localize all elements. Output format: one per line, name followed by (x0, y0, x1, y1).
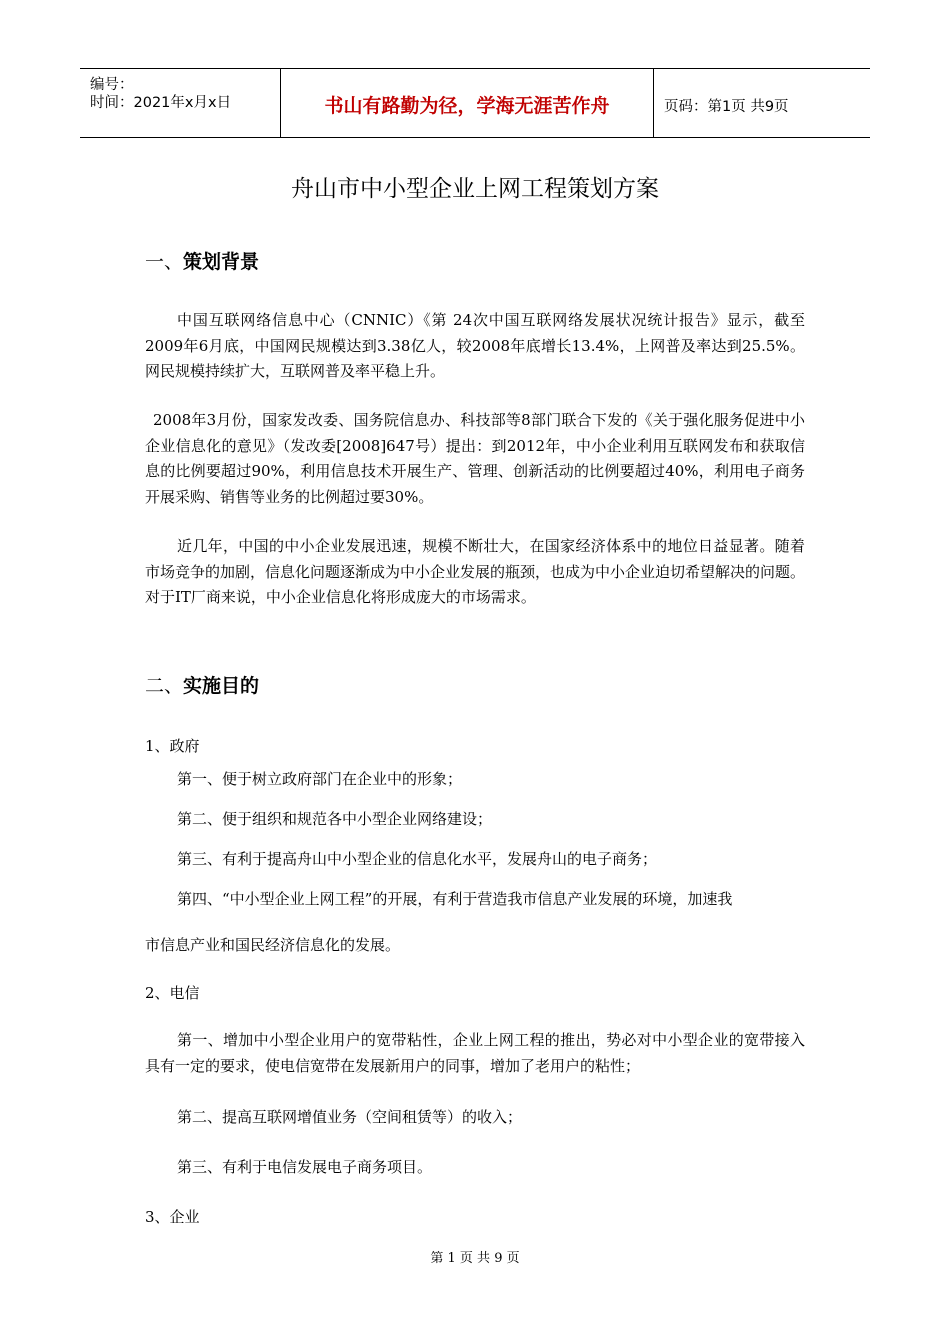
header-table (80, 68, 870, 138)
section-title: 策划背景 (183, 251, 260, 273)
list-item-continued: 市信息产业和国民经济信息化的发展。 (145, 936, 401, 954)
section-number: 二、 (145, 675, 184, 697)
section-number: 一、 (145, 251, 184, 273)
list-item: 第三、有利于提高舟山中小型企业的信息化水平，发展舟山的电子商务； (177, 850, 658, 868)
header-meta-cell (80, 69, 281, 137)
list-item: 第一、便于树立政府部门在企业中的形象； (177, 770, 463, 788)
page-footer: 第 1 页 共 9 页 (430, 1251, 520, 1266)
section-heading-purpose (145, 671, 259, 698)
page-info: 页码：第1页 共9页 (664, 99, 789, 115)
paragraph-cnnic: 中国互联网络信息中心（CNNIC）《第 24次中国互联网络发展状况统计报告》显示，截至2009年6月底，中国网民规模达到3.38亿人，较2008年底增长13.4%，上网普及率达到25.5%。网民规模持续扩大，互联网普及率平稳上升。 (145, 311, 805, 380)
header-motto-cell (281, 69, 654, 137)
list-item: 第二、提高互联网增值业务（空间租赁等）的收入； (177, 1108, 523, 1126)
subheading-enterprise: 3、企业 (145, 1208, 200, 1226)
section-title: 实施目的 (183, 675, 260, 697)
motto-text: 书山有路勤为径，学海无涯苦作舟 (324, 95, 610, 117)
paragraph-policy: 2008年3月份，国家发改委、国务院信息办、科技部等8部门联合下发的《关于强化服务促进中小企业信息化的意见》（发改委[2008]647号）提出：到2012年，中小企业利用互联网发布和获取信息的比例要超过90%，利用信息技术开展生产、管理、创新活动的比例要超过40%，利用电子商务开展采购、销售等业务的比例超过要30%。 (145, 411, 805, 506)
number-label: 编号： (90, 77, 134, 93)
subheading-government: 1、政府 (145, 737, 200, 755)
section-heading-background (145, 247, 259, 274)
list-item: 第二、便于组织和规范各中小型企业网络建设； (177, 810, 493, 828)
list-item: 第三、有利于电信发展电子商务项目。 (177, 1158, 433, 1176)
paragraph-sme: 近几年，中国的中小企业发展迅速，规模不断壮大，在国家经济体系中的地位日益显著。随着市场竞争的加剧，信息化问题逐渐成为中小企业发展的瓶颈，也成为中小企业迫切希望解决的问题。对于IT厂商来说，中小企业信息化将形成庞大的市场需求。 (145, 537, 806, 606)
list-item: 第四、“中小型企业上网工程”的开展，有利于营造我市信息产业发展的环境，加速我 (177, 890, 733, 908)
document-title: 舟山市中小型企业上网工程策划方案 (291, 176, 659, 202)
header-page-cell (654, 69, 870, 137)
list-item: 第一、增加中小型企业用户的宽带粘性，企业上网工程的推出，势必对中小型企业的宽带接入具有一定的要求，使电信宽带在发展新用户的同事，增加了老用户的粘性； (145, 1031, 805, 1075)
subheading-telecom: 2、电信 (145, 984, 200, 1002)
time-label: 时间：2021年x月x日 (90, 95, 232, 111)
